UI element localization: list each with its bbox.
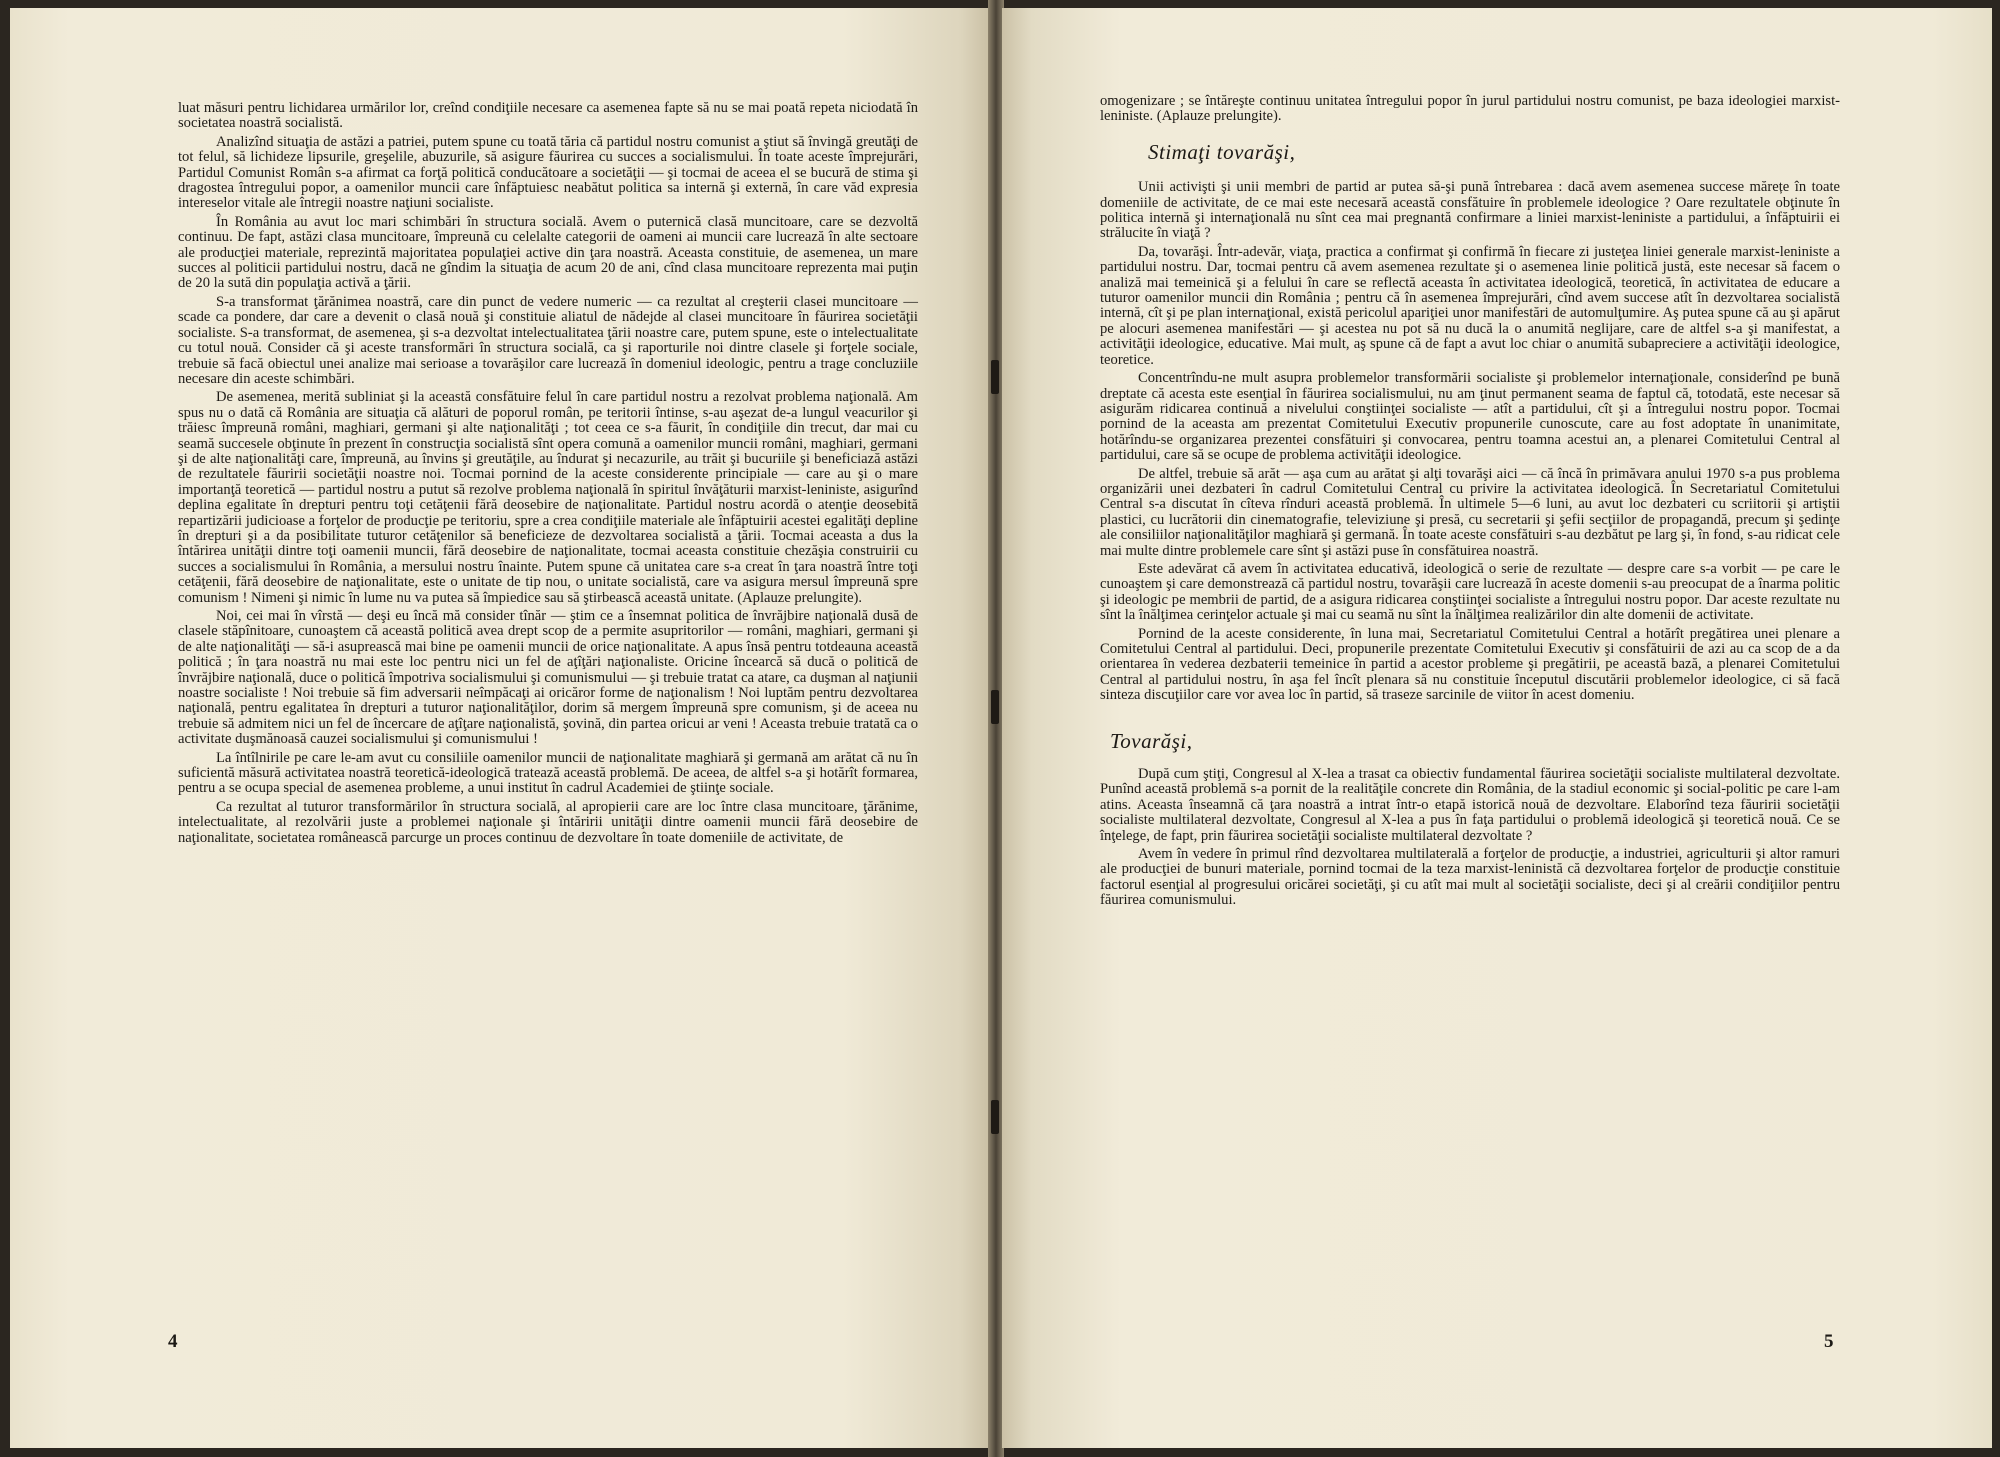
- paragraph: De altfel, trebuie să arăt — aşa cum au arătat şi alţi tovarăşi aici — că încă în primăvara anului 1970 s-a pus problema organizării unei dezbateri în cadrul Comitetului Central cu privire la activitatea ideologică. În Secretariatul Comitetului Central s-a discutat în cîteva rînduri această problemă. În ultimele 5—6 luni, au avut loc dezbateri cu scriitorii şi artiştii plastici, cu lucrătorii din cinematografie, televiziune şi presă, cu secretarii şi şefii secţiilor de propagandă, precum şi şedinţe ale consiliilor naţionalităţilor maghiară şi germană. În toate aceste consfătuiri s-au dezbătut pe larg şi, în fond, s-au ridicat cele mai multe dintre problemele care sînt şi astăzi puse în consfătuirea noastră.: [1100, 465, 1840, 559]
- paragraph: Pornind de la aceste considerente, în luna mai, Secretariatul Comitetului Central a hotărît pregătirea unei plenare a Comitetului Central al partidului. Deci, propunerile prezentate Comitetului Executiv şi consfătuirii de azi au ca scop de a da orientarea în vederea dezbaterii temeinice în partid a acestor probleme şi pregătirii, pe această bază, a plenarei Comitetului Central al partidului nostru, în aşa fel încît plenara să nu constituie începutul discutării problemelor ideologice, ci să facă sinteza discuţiilor care vor avea loc în partid, să traseze sarcinile de viitor în acest domeniu.: [1100, 625, 1840, 704]
- binding-stitch: [991, 360, 999, 394]
- paragraph: Unii activişti şi unii membri de partid ar putea să-şi pună întrebarea : dacă avem asemenea succese mărețe în toate domeniile de activitate, de ce mai este necesară această consfătuire în problemele ideologice ? Oare rezultatele obţinute în politica internă şi internaţională nu sînt cea mai pregnantă confirmare a liniei marxist-leniniste a partidului, a înfăptuirii ei strălucite în viaţă ?: [1100, 179, 1840, 242]
- paragraph: La întîlnirile pe care le-am avut cu consiliile oamenilor muncii de naţionalitate maghiară şi germană am arătat că nu în suficientă măsură activitatea noastră teoretică-ideologică tratează această problemă. De aceea, de altfel s-a şi hotărît formarea, pentru a se ocupa special de asemenea probleme, a unui institut în cadrul Academiei de ştiinţe sociale.: [178, 749, 918, 797]
- paragraph: Ca rezultat al tuturor transformărilor în structura socială, al apropierii care are loc între clasa muncitoare, ţărănime, intelectualitate, al rezolvării juste a problemei naţionale şi întăririi unităţii dintre oamenii muncii fără deosebire de naţionalitate, societatea românească parcurge un proces continuu de dezvoltare în toate domeniile de activitate, de: [178, 798, 918, 846]
- paragraph: În România au avut loc mari schimbări în structura socială. Avem o puternică clasă muncitoare, care se dezvoltă continuu. De fapt, astăzi clasa muncitoare, împreună cu celelalte categorii de oameni ai muncii care lucrează în alte sectoare ale producţiei materiale, reprezintă majoritatea populaţiei active din ţara noastră. Aceasta constituie, de asemenea, un mare succes al politicii partidului nostru, dacă ne gîndim la situaţia de acum 20 de ani, cînd clasa muncitoare reprezenta mai puţin de 20 la sută din populaţia activă a ţării.: [178, 213, 918, 292]
- page-number: 4: [168, 1331, 178, 1352]
- binding-stitch: [991, 690, 999, 724]
- binding-stitch: [991, 1100, 999, 1134]
- paragraph: După cum ştiţi, Congresul al X-lea a trasat ca obiectiv fundamental făurirea societăţii socialiste multilateral dezvoltate. Punînd această problemă s-a pornit de la realităţile concrete din România, de la stadiul economic şi social-politic pe care l-am atins. Aceasta înseamnă că ţara noastră a intrat într-o etapă istorică nouă de dezvoltare. Elaborînd teza făuririi societăţii socialiste multilateral dezvoltate, Congresul al X-lea a pus în faţa partidului o problemă ideologică şi teoretică nouă. Ce se înţelege, de fapt, prin făurirea societăţii socialiste multilateral dezvoltate ?: [1100, 766, 1840, 844]
- left-page: [10, 8, 990, 1448]
- page-number: 5: [1824, 1331, 1834, 1352]
- right-page: [1002, 8, 1992, 1448]
- paragraph: De asemenea, merită subliniat şi la această consfătuire felul în care partidul nostru a rezolvat problema naţională. Am spus nu o dată că România are situaţia că alături de poporul român, pe teritorii întinse, s-au aşezat de-a lungul veacurilor şi trăiesc împreună români, maghiari, germani şi alte naţionalităţi ; tot ceea ce s-a făurit, în condiţiile din trecut, dar mai cu seamă succesele obţinute în prezent în construcţia socialistă sînt opera comună a oamenilor muncii români, maghiari, germani şi de alte naţionalităţi care, împreună, au învins şi greutăţile, au îndurat şi necazurile, au trăit şi bucuriile şi beneficiază astăzi de rezultatele făuririi societăţii noastre noi. Tocmai pornind de la aceste considerente principiale — care au şi o mare importanţă teoretică — partidul nostru a putut să rezolve problema naţională în spiritul învăţăturii marxist-leniniste, asigurînd deplina egalitate în drepturi pentru toţi cetăţenii fără deosebire de naţionalitate. Partidul nostru acordă o atenţie deosebită repartizării judicioase a forţelor de producţie pe teritoriu, spre a crea condiţiile materiale ale înfăptuirii acestei egalităţi depline în drepturi şi a da posibilitate tuturor cetăţenilor să beneficieze de dezvoltarea socialistă a ţării. Tocmai aceasta a dus la întărirea unităţii dintre toţi oamenii muncii, fără deosebire de naţionalitate, tocmai aceasta constituie chezăşia construirii cu succes a socialismului în România, a mersului nostru înainte. Putem spune că unitatea care s-a creat în ţara noastră între toţi cetăţenii, fără deosebire de naţionalitate, este o unitate de tip nou, o unitate socialistă, care va asigura mersul împreună spre comunism ! Nimeni şi nimic în lume nu va putea să împiedice sau să ştirbească această unitate. (Aplauze prelungite).: [178, 389, 918, 606]
- right-text-column: [1100, 94, 1840, 912]
- paragraph: Da, tovarăşi. Într-adevăr, viaţa, practica a confirmat şi confirmă în fiecare zi justeţea liniei generale marxist-leniniste a partidului nostru. Dar, tocmai pentru că avem asemenea rezultate şi o asemenea linie politică justă, este necesar să facem o analiză mai temeinică şi a felului în care se reflectă aceasta în activitatea ideologică, teoretică, în activitatea de educare a tuturor oamenilor muncii din România ; pentru că în asemenea împrejurări, cînd avem succese atît în dezvoltarea socialistă internă, cît şi pe plan internaţional, există pericolul apariţiei unor manifestări de automulţumire. Aş putea spune că au şi apărut pe alocuri asemenea manifestări — şi acestea nu pot să nu ducă la o anumită neglijare, care de altfel s-a şi manifestat, a activităţii ideologice, educative. Mai mult, aş spune că de fapt a avut loc chiar o anumită subapreciere a activităţii ideologice, teoretice.: [1100, 243, 1840, 368]
- paragraph: Concentrîndu-ne mult asupra problemelor transformării socialiste şi problemelor internaţionale, considerînd pe bună dreptate că acesta este esenţial în făurirea socialismului, nu am ţinut permanent seama de faptul că, totodată, este necesar să asigurăm ridicarea continuă a nivelului conştiinţei socialiste — atît a partidului, cît şi a întregului nostru popor. Tocmai pornind de la aceasta am prezentat Comitetului Executiv propunerile cunoscute, care au fost adoptate în unanimitate, hotărîndu-se organizarea prezentei consfătuiri şi convocarea, pentru toamna acestui an, a plenarei Comitetului Central al partidului, care să se ocupe de problema activităţii ideologice.: [1100, 370, 1840, 464]
- section-heading: Stimaţi tovarăşi,: [1148, 139, 1296, 164]
- paragraph: Analizînd situaţia de astăzi a patriei, putem spune cu toată tăria că partidul nostru comunist a ştiut să învingă greutăţi de tot felul, să lichideze lipsurile, greşelile, abuzurile, să asigure făurirea cu succes a socialismului. În toate aceste împrejurări, Partidul Comunist Român s-a afirmat ca forţă politică conducătoare a societăţii — şi tocmai de aceea el se bucură de stima şi dragostea întregului popor, a oamenilor muncii care înfăptuiesc neabătut politica sa internă şi externă, în care văd expresia intereselor vitale ale întregii noastre naţiuni socialiste.: [178, 133, 918, 212]
- paragraph: Este adevărat că avem în activitatea educativă, ideologică o serie de rezultate — despre care s-a vorbit — pe care le cunoaştem şi care demonstrează că partidul nostru, tovarăşii care lucrează în aceste domenii s-au preocupat de a înarma politic şi ideologic pe membrii de partid, de a asigura ridicarea conştiinţei socialiste a întregului nostru popor. Dar aceste rezultate nu sînt la înălţimea cerinţelor actuale şi mai cu seamă nu sînt la înălţimea realizărilor din alte domenii de activitate.: [1100, 560, 1840, 624]
- paragraph: Noi, cei mai în vîrstă — deşi eu încă mă consider tînăr — ştim ce a însemnat politica de învrăjbire naţională dusă de clasele stăpînitoare, cunoaştem că această politică avea drept scop de a permite asupritorilor — români, maghiari, germani şi de alte naţionalităţi — să-i asuprească mai bine pe oamenii muncii de orice naţionalitate. A apus însă pentru totdeauna această politică ; în ţara noastră nu mai este loc pentru nici un fel de aţîţări naţionaliste. Oricine încearcă să ducă o politică de învrăjbire naţională, duce o politică împotriva socialismului şi comunismului — şi trebuie tratat ca atare, ca duşman al naţiunii noastre socialiste ! Noi trebuie să fim adversarii neîmpăcaţi ai oricăror forme de naţionalism ! Noi luptăm pentru dezvoltarea naţională, pentru egalitatea în drepturi a tuturor naţionalităţilor, dorim să mergem împreună spre comunism, şi de aceea nu trebuie să admitem nici un fel de încercare de aţîţare naţionalistă, şovină, din partea oricui ar veni ! Aceasta trebuie tratată ca o activitate duşmănoasă cauzei socialismului şi comunismului !: [178, 608, 918, 748]
- left-text-column: [178, 101, 918, 849]
- paragraph: omogenizare ; se întăreşte continuu unitatea întregului popor în jurul partidului nostru comunist, pe baza ideologiei marxist-leniniste. (Aplauze prelungite).: [1100, 93, 1840, 125]
- paragraph: luat măsuri pentru lichidarea urmărilor lor, creînd condiţiile necesare ca asemenea fapte să nu se mai poată repeta niciodată în societatea noastră socialistă.: [178, 100, 918, 132]
- paragraph: Avem în vedere în primul rînd dezvoltarea multilaterală a forţelor de producţie, a industriei, agriculturii şi altor ramuri ale producţiei de bunuri materiale, pornind tocmai de la teza marxist-leninistă că dezvoltarea forţelor de producţie constituie factorul esenţial al progresului oricărei societăţi, şi cu atît mai mult al societăţii socialiste, deci şi al creării condiţiilor pentru făurirea comunismului.: [1100, 846, 1840, 909]
- paragraph: S-a transformat ţărănimea noastră, care din punct de vedere numeric — ca rezultat al creşterii clasei muncitoare — scade ca pondere, dar care a devenit o clasă nouă şi constituie aliatul de nădejde al clasei muncitoare în făurirea societăţii socialiste. S-a transformat, de asemenea, şi s-a dezvoltat intelectualitatea ţării noastre care, putem spune, este o intelectualitate cu totul nouă. Consider că şi aceste transformări în structura socială, ca şi raporturile noi dintre clasele şi forţele sociale, trebuie să facă obiectul unei analize mai serioase a tovarăşilor care lucrează în domeniul ideologic, pentru a trage concluziile necesare din aceste schimbări.: [178, 293, 918, 387]
- section-heading: Tovarăşi,: [1110, 728, 1193, 753]
